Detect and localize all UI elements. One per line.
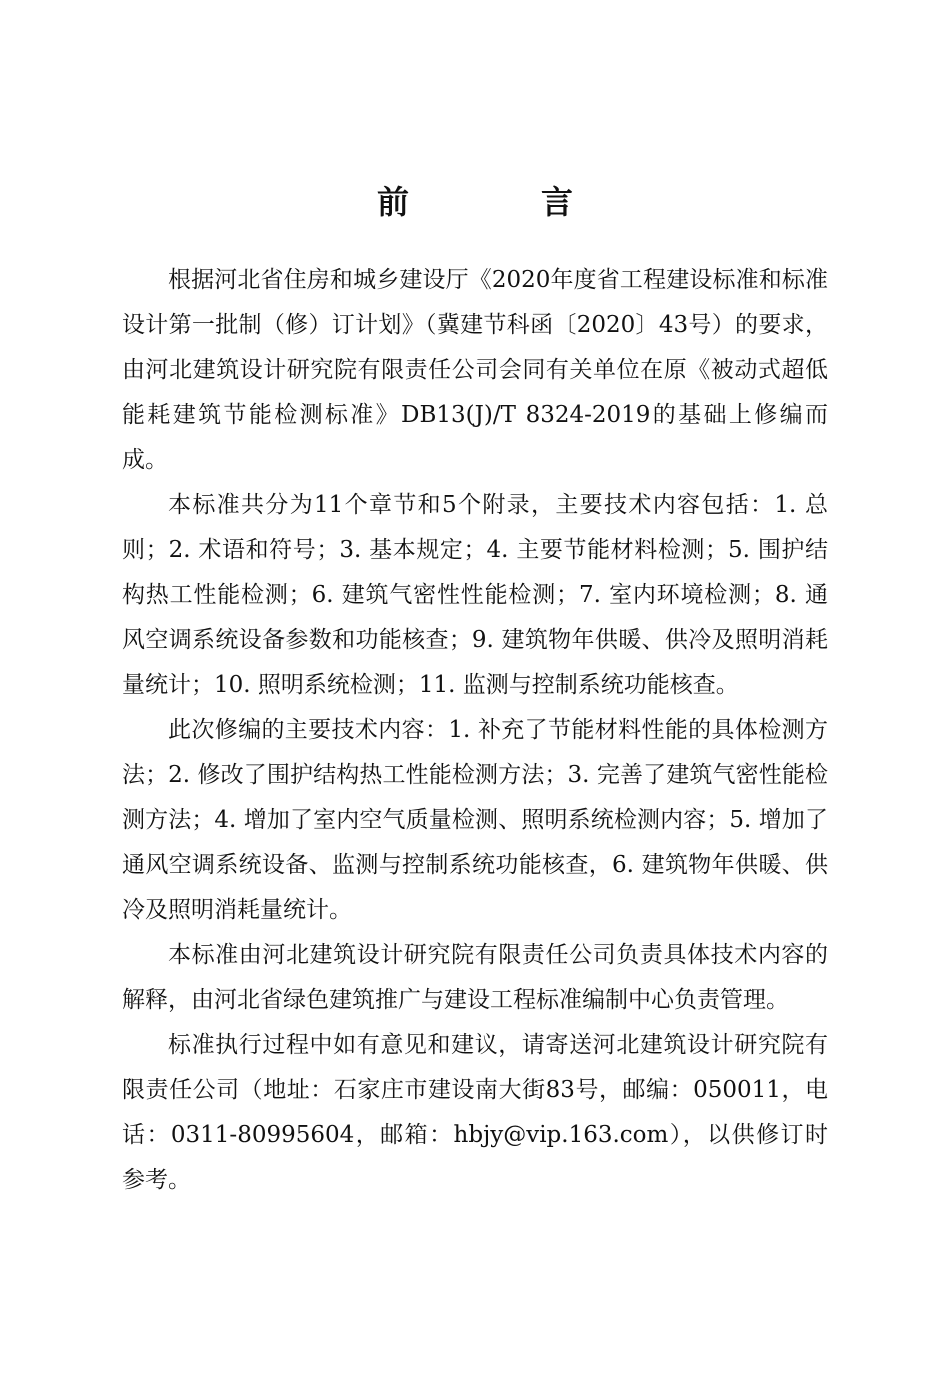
paragraph-contents: 本标准共分为11个章节和5个附录，主要技术内容包括：1. 总则；2. 术语和符号；3. 基本规定；4. 主要节能材料检测；5. 围护结构热工性能检测；6. 建筑气密性性能检测；7. 室内环境检测；8. 通风空调系统设备参数和功能核查；9. 建筑物年供暖、供冷及照明消耗量统计；10. 照明系统检测；11. 监测与控制系统功能核查。 bbox=[122, 492, 828, 698]
paragraph-feedback: 标准执行过程中如有意见和建议，请寄送河北建筑设计研究院有限责任公司（地址：石家庄市建设南大街83号，邮编：050011，电话：0311-80995604，邮箱：hbjy@vip.163.com），以供修订时参考。 bbox=[122, 1032, 828, 1193]
paragraph-basis: 根据河北省住房和城乡建设厅《2020年度省工程建设标准和标准设计第一批制（修）订计划》（冀建节科函〔2020〕43号）的要求，由河北建筑设计研究院有限责任公司会同有关单位在原《被动式超低能耗建筑节能检测标准》DB13(J)/T 8324-2019的基础上修编而成。 bbox=[122, 267, 828, 473]
paragraph-revisions: 此次修编的主要技术内容：1. 补充了节能材料性能的具体检测方法；2. 修改了围护结构热工性能检测方法；3. 完善了建筑气密性能检测方法；4. 增加了室内空气质量检测、照明系统检测内容；5. 增加了通风空调系统设备、监测与控制系统功能核查，6. 建筑物年供暖、供冷及照明消耗量统计。 bbox=[122, 717, 828, 923]
foreword-body bbox=[122, 258, 828, 1203]
paragraph-interpretation: 本标准由河北建筑设计研究院有限责任公司负责具体技术内容的解释，由河北省绿色建筑推广与建设工程标准编制中心负责管理。 bbox=[122, 942, 828, 1013]
page-title: 前 言 bbox=[376, 183, 623, 221]
